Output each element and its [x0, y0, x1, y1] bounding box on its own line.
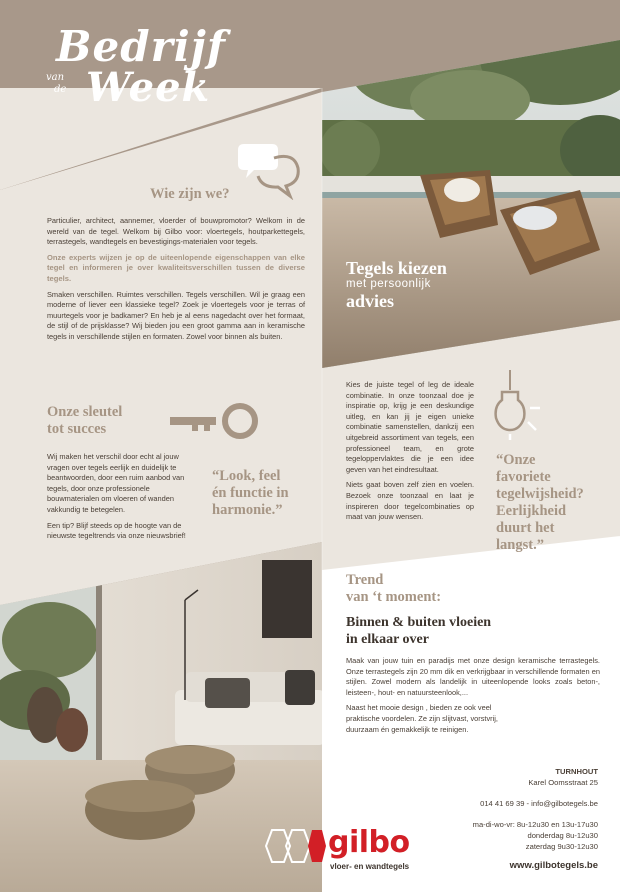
speech-bubble-icon — [234, 138, 304, 200]
trend-line1: Trend — [346, 572, 384, 588]
contact-city: TURNHOUT — [555, 767, 598, 776]
masthead-small-van: van — [46, 72, 65, 83]
key-quote-line1: “Look, feel — [212, 468, 281, 484]
tip-quote-line4: Eerlijkheid — [496, 503, 567, 519]
key-icon — [166, 403, 266, 439]
tip-quote-line3: tegelwijsheid? — [496, 486, 584, 502]
logo-tagline: vloer- en wandtegels — [330, 862, 410, 871]
gilbo-logo — [262, 826, 432, 876]
key-quote-line2: én functie in — [212, 485, 289, 501]
contact-phone-email[interactable]: 014 41 69 39 - info@gilbotegels.be — [480, 799, 598, 808]
trend-sub-line1: Binnen & buiten vloeien — [346, 615, 492, 630]
key-heading-line2: tot succes — [47, 421, 107, 437]
masthead-title — [46, 24, 246, 114]
who-paragraph-2: Onze experts wijzen je op de uiteenlopende eigenschappen van elke tegel en informeren je over kwaliteitsverschillen tussen de diverse tegels. — [47, 252, 305, 283]
key-quote — [212, 468, 312, 519]
who-paragraph-3: Smaken verschillen. Ruimtes verschillen. Tegels verschillen. Wil je graag een moderne of liever een klassieke tegel? Zoek je vloertegels voor je terras of muurtegels voor je badkamer? En heb je al eens nagedacht over het formaat, de stijl of de prijsklasse? Wij bieden jou een groot gamma aan in keramische tegels in verschillende stijlen en formaten. Zowel voor binnen als buiten. — [47, 289, 305, 341]
advice-line2: met persoonlijk — [346, 278, 431, 290]
contact-hours-1: ma-di-wo-vr: 8u-12u30 en 13u-17u30 — [472, 820, 598, 829]
masthead-line2: Week — [86, 64, 211, 111]
trend-line2: van ‘t moment: — [346, 589, 442, 605]
who-heading: Wie zijn we? — [150, 186, 230, 202]
key-paragraph-1: Wij maken het verschil door echt al jouw vragen over tegels eerlijk en duidelijk te beantwoorden, door een ruim aanbod van tegels, door onze professionele bouwmaterialen om vloeren of wanden vakkundig te betegelen. — [47, 452, 185, 514]
contact-block — [440, 766, 598, 852]
trend-text — [346, 656, 600, 740]
tip-quote — [496, 452, 606, 554]
trend-subheading — [346, 614, 491, 648]
lightbulb-icon — [488, 370, 548, 440]
key-heading — [47, 404, 122, 438]
who-text — [47, 216, 305, 348]
tip-quote-line1: “Onze — [496, 452, 536, 468]
who-paragraph-1: Particulier, architect, aannemer, vloerder of bouwpromotor? Welkom in de wereld van de tegel. Welkom bij Gilbo voor: vloertegels, houtparkettegels, terrastegels, wandtegels en bevestigings-materialen voor tegels. — [47, 216, 305, 247]
showroom-text — [346, 380, 474, 528]
advice-line1: Tegels kiezen — [346, 258, 447, 278]
showroom-paragraph-1: Kies de juiste tegel of leg de ideale combinatie. In onze toonzaal doe je inspiratie op, krijg je een deskundige uitleg, en kan jij je eigen unieke combinatie samenstellen, dankzij een uitgebreid assortiment van tegels, een professioneel team, en grote tegeloppervlaktes die je een idee geven van het eindresultaat. — [346, 380, 474, 474]
logo-name: gilbo — [328, 825, 410, 860]
advice-line3: advies — [346, 291, 395, 311]
trend-heading — [346, 572, 441, 606]
trend-sub-line2: in elkaar over — [346, 632, 429, 647]
website-link[interactable]: www.gilbotegels.be — [509, 860, 598, 871]
trend-paragraph-1: Maak van jouw tuin en paradijs met onze design keramische terrastegels. Onze terrastegels zijn 20 mm dik en verkrijgbaar in verschillende formaten en stijlen. Zowel modern als landelijk in uiteenlopende looks zoals beton-, leisteen-, hout- en natuursteenlook,... — [346, 656, 600, 697]
key-quote-line3: harmonie.” — [212, 502, 283, 518]
key-paragraph-2: Een tip? Blijf steeds op de hoogte van de nieuwste tegeltrends via onze nieuwsbrief! — [47, 520, 186, 541]
key-text — [47, 452, 197, 547]
showroom-paragraph-2: Niets gaat boven zelf zien en voelen. Bezoek onze toonzaal en laat je inspireren door tegelcombinaties op maat van jouw wensen. — [346, 480, 474, 522]
contact-street: Karel Oomsstraat 25 — [528, 778, 598, 787]
tip-quote-line5: duurt het — [496, 520, 555, 536]
masthead-small-de: de — [54, 84, 67, 95]
tip-quote-line2: favoriete — [496, 469, 551, 485]
tip-quote-line6: langst.” — [496, 537, 544, 553]
hexagon-logo-icon — [262, 828, 326, 864]
key-heading-line1: Onze sleutel — [47, 404, 123, 420]
trend-paragraph-2: Naast het mooie design , bieden ze ook veel praktische voordelen. Ze zijn slijtvast, vorstvrij, duurzaam én gemakkelijk te reinigen. — [346, 703, 498, 734]
masthead-line1: Bedrijf — [56, 22, 226, 71]
contact-hours-3: zaterdag 9u30-12u30 — [525, 842, 598, 851]
advice-title — [346, 258, 447, 311]
contact-hours-2: donderdag 8u-12u30 — [527, 831, 598, 840]
